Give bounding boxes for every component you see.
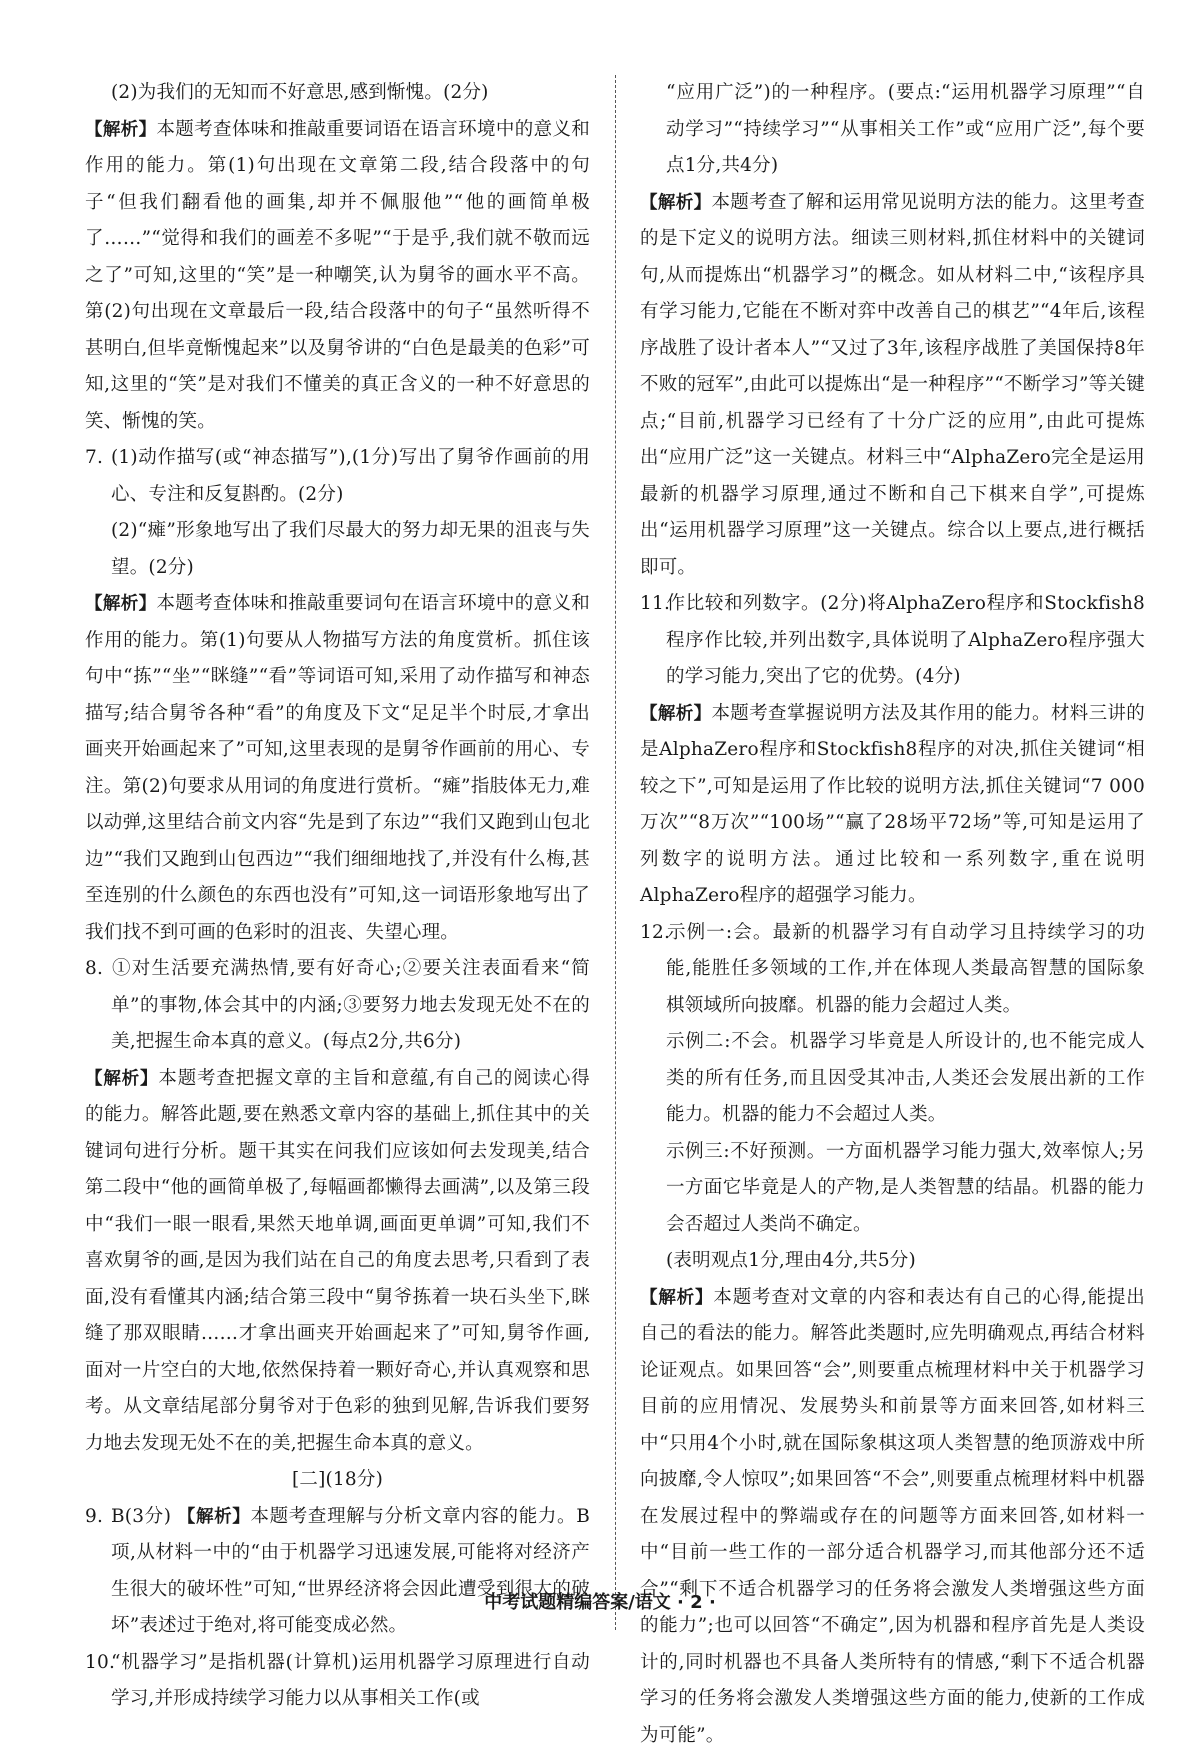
question-number: 12. <box>640 915 666 952</box>
analysis-text: 本题考查理解与分析文章内容的能力。B项,从材料一中的“由于机器学习迅速发展,可能将对经济产生很大的破坏性”可知,“世界经济将会因此遭受到很大的破坏”表述过于绝对,将可能变成必然。 <box>111 1506 590 1637</box>
q12-example-1 <box>640 915 1145 1025</box>
question-number: 10. <box>85 1645 111 1682</box>
analysis-text: 本题考查掌握说明方法及其作用的能力。材料三讲的是AlphaZero程序和Stockfish8程序的对决,抓住关键词“相较之下”,可知是运用了作比较的说明方法,抓住关键词“7 000万次”“8万次”“100场”“赢了28场平72场”等,可知是运用了列数字的说明方法。通过比较和一系列数字,重在说明AlphaZero程序的超强学习能力。 <box>640 703 1145 907</box>
analysis-text: 本题考查体味和推敲重要词句在语言环境中的意义和作用的能力。第(1)句要从人物描写方法的角度赏析。抓住该句中“拣”“坐”“眯缝”“看”等词语可知,采用了动作描写和神态描写;结合舅爷各种“看”的角度及下文“足足半个时辰,才拿出画夹开始画起来了”可知,这里表现的是舅爷作画前的用心、专注。第(2)句要求从用词的角度进行赏析。“瘫”指肢体无力,难以动弹,这里结合前文内容“先是到了东边”“我们又跑到山包北边”“我们又跑到山包西边”“我们细细地找了,并没有什么梅,甚至连别的什么颜色的东西也没有”可知,这一词语形象地写出了我们找不到可画的色彩时的沮丧、失望心理。 <box>85 593 590 943</box>
q12-score: (表明观点1分,理由4分,共5分) <box>640 1243 1145 1280</box>
q12-example-3: 示例三:不好预测。一方面机器学习能力强大,效率惊人;另一方面它毕竟是人的产物,是人类智慧的结晶。机器的能力会否超过人类尚不确定。 <box>640 1134 1145 1244</box>
answer-text: 示例一:会。最新的机器学习有自动学习且持续学习的功能,能胜任多领域的工作,并在体现人类最高智慧的国际象棋领域所向披靡。机器的能力会超过人类。 <box>666 922 1145 1016</box>
answer-page <box>85 75 1145 1635</box>
q6-analysis <box>85 112 590 441</box>
analysis-text: 本题考查体味和推敲重要词语在语言环境中的意义和作用的能力。第(1)句出现在文章第二段,结合段落中的句子“但我们翻看他的画集,却并不佩服他”“他的画简单极了……”“觉得和我们的画差不多呢”“于是乎,我们就不敬而远之了”可知,这里的“笑”是一种嘲笑,认为舅爷的画水平不高。第(2)句出现在文章最后一段,结合段落中的句子“虽然听得不甚明白,但毕竟惭愧起来”以及舅爷讲的“白色是最美的色彩”可知,这里的“笑”是对我们不懂美的真正含义的一种不好意思的笑、惭愧的笑。 <box>85 119 590 432</box>
analysis-text: 本题考查把握文章的主旨和意蕴,有自己的阅读心得的能力。解答此题,要在熟悉文章内容的基础上,抓住其中的关键词句进行分析。题干其实在问我们应该如何去发现美,结合第二段中“他的画简单极了,每幅画都懒得去画满”,以及第三段中“我们一眼一眼看,果然天地单调,画面更单调”可知,我们不喜欢舅爷的画,是因为我们站在自己的角度去思考,只看到了表面,没有看懂其内涵;结合第三段中“舅爷拣着一块石头坐下,眯缝了那双眼睛……才拿出画夹开始画起来了”可知,舅爷作画,面对一片空白的大地,依然保持着一颗好奇心,并认真观察和思考。从文章结尾部分舅爷对于色彩的独到见解,告诉我们要努力地去发现无处不在的美,把握生命本真的意义。 <box>85 1068 590 1454</box>
q8-analysis <box>85 1061 590 1463</box>
q7-analysis <box>85 586 590 951</box>
q12-analysis <box>640 1280 1145 1754</box>
q8-answer <box>85 951 590 1061</box>
q10-answer-cont: “应用广泛”)的一种程序。(要点:“运用机器学习原理”“自动学习”“持续学习”“从事相关工作”或“应用广泛”,每个要点1分,共4分) <box>640 75 1145 185</box>
page-footer: 中考试题精编答案/语文 · 2 · <box>0 1588 1200 1614</box>
q11-answer <box>640 586 1145 696</box>
left-column <box>85 75 590 1718</box>
q7-part2: (2)“瘫”形象地写出了我们尽最大的努力却无果的沮丧与失望。(2分) <box>85 513 590 586</box>
right-column <box>640 75 1145 1754</box>
analysis-tag: 【解析】 <box>178 1507 251 1527</box>
question-number: 7. <box>85 440 111 477</box>
analysis-text: 本题考查对文章的内容和表达有自己的心得,能提出自己的看法的能力。解答此类题时,应先明确观点,再结合材料论证观点。如果回答“会”,则要重点梳理材料中关于机器学习目前的应用情况、发展势头和前景等方面来回答,如材料三中“只用4个小时,就在国际象棋这项人类智慧的绝顶游戏中所向披靡,令人惊叹”;如果回答“不会”,则要重点梳理材料中机器在发展过程中的弊端或存在的问题等方面来回答,如材料一中“目前一些工作的一部分适合机器学习,而其他部分还不适合”“剩下不适合机器学习的任务将会激发人类增强这些方面的能力”;也可以回答“不确定”,因为机器和程序首先是人类设计的,同时机器也不具备人类所特有的情感,“剩下不适合机器学习的任务将会激发人类增强这些方面的能力,使新的工作成为可能”。 <box>640 1287 1145 1746</box>
column-divider <box>615 75 616 1630</box>
question-number: 8. <box>85 951 111 988</box>
q12-example-2: 示例二:不会。机器学习毕竟是人所设计的,也不能完成人类的所有任务,而且因受其冲击,人类还会发展出新的工作能力。机器的能力不会超过人类。 <box>640 1024 1145 1134</box>
question-number: 11. <box>640 586 666 623</box>
analysis-text: 本题考查了解和运用常见说明方法的能力。这里考查的是下定义的说明方法。细读三则材料,抓住材料中的关键词句,从而提炼出“机器学习”的概念。如从材料二中,“该程序具有学习能力,它能在不断对弈中改善自己的棋艺”“4年后,该程序战胜了设计者本人”“又过了3年,该程序战胜了美国保持8年不败的冠军”,由此可以提炼出“是一种程序”“不断学习”等关键点;“目前,机器学习已经有了十分广泛的应用”,由此可提炼出“应用广泛”这一关键点。材料三中“AlphaZero完全是运用最新的机器学习原理,通过不断和自己下棋来自学”,可提炼出“运用机器学习原理”这一关键点。综合以上要点,进行概括即可。 <box>640 192 1145 578</box>
q10-analysis <box>640 185 1145 587</box>
analysis-tag: 【解析】 <box>640 193 711 213</box>
answer-text: B(3分) <box>111 1506 178 1527</box>
question-number: 9. <box>85 1499 111 1536</box>
analysis-tag: 【解析】 <box>85 120 156 140</box>
answer-text: ①对生活要充满热情,要有好奇心;②要关注表面看来“简单”的事物,体会其中的内涵;③要努力地去发现无处不在的美,把握生命本真的意义。(每点2分,共6分) <box>111 958 590 1052</box>
answer-text: (1)动作描写(或“神态描写”),(1分)写出了舅爷作画前的用心、专注和反复斟酌。(2分) <box>111 447 590 505</box>
q6-part2: (2)为我们的无知而不好意思,感到惭愧。(2分) <box>85 75 590 112</box>
analysis-tag: 【解析】 <box>85 1069 158 1089</box>
analysis-tag: 【解析】 <box>640 704 711 724</box>
q10-answer <box>85 1645 590 1718</box>
analysis-tag: 【解析】 <box>85 594 156 614</box>
answer-text: “机器学习”是指机器(计算机)运用机器学习原理进行自动学习,并形成持续学习能力以从事相关工作(或 <box>111 1652 590 1710</box>
q11-analysis <box>640 696 1145 915</box>
answer-text: 作比较和列数字。(2分)将AlphaZero程序和Stockfish8程序作比较,并列出数字,具体说明了AlphaZero程序强大的学习能力,突出了它的优势。(4分) <box>666 593 1145 687</box>
q9-answer <box>85 1499 590 1645</box>
q7-answer <box>85 440 590 513</box>
analysis-tag: 【解析】 <box>640 1288 713 1308</box>
section-heading: [二](18分) <box>85 1462 590 1499</box>
